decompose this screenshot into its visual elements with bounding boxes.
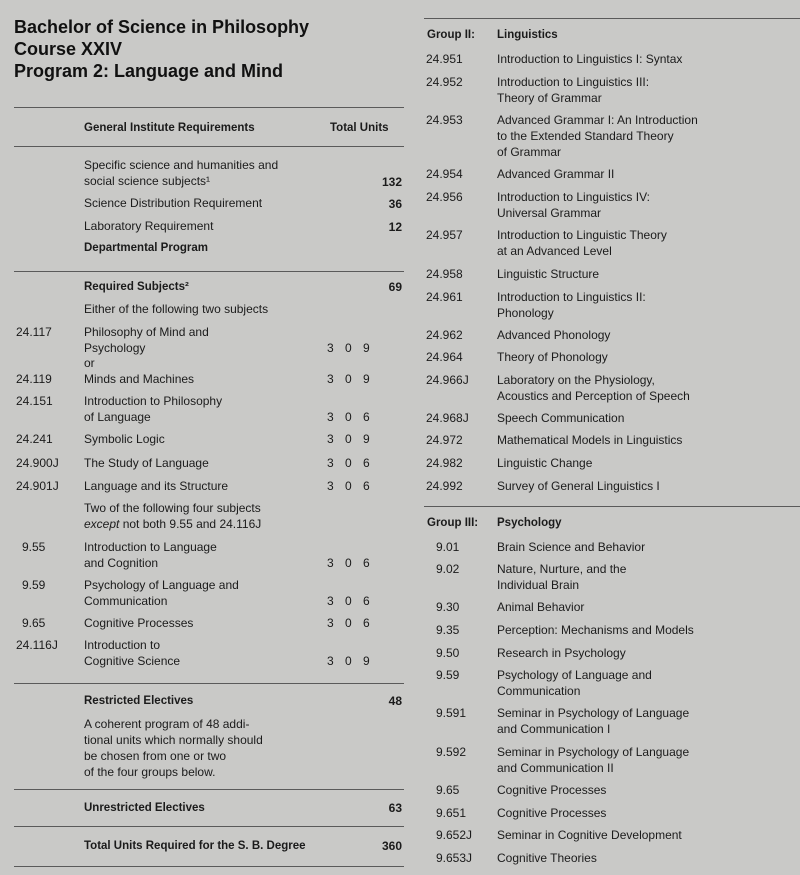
except-rest: not both 9.55 and 24.116J [119,517,262,531]
course-name: Universal Grammar [497,206,602,220]
restricted-text-line: A coherent program of 48 addi- [84,717,250,731]
course-name: Brain Science and Behavior [497,540,646,554]
subject-units: 3 0 6 [327,410,374,424]
course-name: Nature, Nurture, and the [497,562,627,576]
rule-before-total [14,826,404,827]
title-line-2: Course XXIV [14,39,123,59]
course-name: Laboratory on the Physiology, [497,373,655,387]
course-name: Introduction to Linguistic Theory [497,228,667,242]
subject-code: 24.900J [16,456,59,470]
subject-name: and Cognition [84,556,159,570]
subject-name: Cognitive Science [84,654,181,668]
course-code: 9.591 [436,706,467,720]
subject-units: 3 0 9 [327,341,374,355]
course-name: Mathematical Models in Linguistics [497,433,683,447]
subject-name: Psychology of Language and [84,578,239,592]
gir-total: 36 [388,197,402,211]
course-name: at an Advanced Level [497,244,612,258]
subject-name: Language and its Structure [84,479,229,493]
course-code: 24.951 [426,52,463,66]
subject-name: of Language [84,410,151,424]
title-line-3: Program 2: Language and Mind [14,61,284,81]
course-name: to the Extended Standard Theory [497,129,674,143]
subject-code: 24.901J [16,479,59,493]
subject-name: Philosophy of Mind and [84,325,209,339]
course-name: of Grammar [497,145,562,159]
subject-units: 3 0 9 [327,372,374,386]
group-ii-label: Group II: [427,29,475,41]
course-code: 9.651 [436,806,467,820]
course-name: Advanced Grammar II [497,167,615,181]
course-code: 9.653J [436,851,473,865]
rule-under-header [14,146,404,147]
subject-name: Introduction to Language [84,540,217,554]
restricted-electives-heading: Restricted Electives [84,695,194,707]
subject-code: 24.119 [16,372,52,386]
subject-name: Minds and Machines [84,372,195,386]
course-name: Speech Communication [497,411,625,425]
or-connector: or [84,356,95,370]
course-name: Introduction to Linguistics III: [497,75,650,89]
course-name: Communication [497,684,581,698]
course-code: 24.982 [426,456,463,470]
course-name: Psychology of Language and [497,668,652,682]
except-emphasis: except [84,517,120,531]
general-requirements-header: General Institute Requirements [84,122,255,134]
subject-name: Communication [84,594,168,608]
unrestricted-electives-heading: Unrestricted Electives [84,802,205,814]
course-name: Introduction to Linguistics II: [497,290,646,304]
course-code: 24.956 [426,190,463,204]
subject-units: 3 0 6 [327,456,374,470]
subject-code: 24.241 [16,432,53,446]
total-units-label: Total Units Required for the S. B. Degree [84,840,306,852]
course-name: Cognitive Theories [497,851,597,865]
course-name: Survey of General Linguistics I [497,479,660,493]
course-name: Theory of Phonology [497,350,608,364]
subject-code: 9.55 [22,540,46,554]
course-name: Seminar in Cognitive Development [497,828,682,842]
course-name: Linguistic Change [497,456,593,470]
course-name: Perception: Mechanisms and Models [497,623,694,637]
subject-code: 24.117 [16,325,52,339]
page-title [14,16,309,82]
course-code: 24.968J [426,411,469,425]
course-code: 24.992 [426,479,463,493]
course-name: Seminar in Psychology of Language [497,706,690,720]
gir-name: Laboratory Requirement [84,219,214,233]
course-name: Theory of Grammar [497,91,602,105]
subject-name: Introduction to Philosophy [84,394,223,408]
course-name: Individual Brain [497,578,580,592]
required-total: 69 [388,280,402,294]
course-name: Advanced Grammar I: An Introduction [497,113,698,127]
course-code: 24.958 [426,267,463,281]
subject-units: 3 0 9 [327,432,374,446]
course-code: 9.59 [436,668,460,682]
course-code: 24.954 [426,167,463,181]
subject-code: 24.116J [16,638,58,652]
restricted-text-line: tional units which normally should [84,733,263,747]
course-code: 24.962 [426,328,463,342]
course-code: 24.957 [426,228,463,242]
course-code: 9.30 [436,600,460,614]
course-code: 24.952 [426,75,463,89]
course-code: 24.972 [426,433,463,447]
course-code: 24.953 [426,113,463,127]
subject-name: Introduction to [84,638,161,652]
subject-name: Symbolic Logic [84,432,165,446]
departmental-program-heading: Departmental Program [84,242,208,254]
course-code: 9.65 [436,783,460,797]
course-code: 9.35 [436,623,460,637]
title-line-1: Bachelor of Science in Philosophy [14,17,310,37]
restricted-text-line: of the four groups below. [84,765,216,779]
rule-left-top [14,107,404,108]
course-name: Cognitive Processes [497,783,607,797]
unrestricted-total: 63 [388,801,402,815]
gir-name: social science subjects¹ [84,174,211,188]
course-name: Animal Behavior [497,600,585,614]
course-name: Phonology [497,306,554,320]
course-name: Advanced Phonology [497,328,611,342]
gir-total: 12 [388,220,402,234]
group-ii-name: Linguistics [497,29,558,41]
course-name: Research in Psychology [497,646,626,660]
subject-code: 24.151 [16,394,53,408]
subject-code: 9.65 [22,616,46,630]
course-code: 24.966J [426,373,469,387]
restricted-text-line: be chosen from one or two [84,749,227,763]
total-units-header: Total Units [330,122,389,134]
subject-units: 3 0 6 [327,479,374,493]
course-code: 9.652J [436,828,473,842]
subject-units: 3 0 6 [327,616,374,630]
course-code: 9.01 [436,540,460,554]
group-iii-name: Psychology [497,517,562,529]
subject-units: 3 0 6 [327,594,374,608]
course-name: and Communication II [497,761,614,775]
rule-before-group-iii [424,506,800,507]
subject-name: The Study of Language [84,456,209,470]
subject-name: Psychology [84,341,146,355]
subject-units: 3 0 9 [327,654,374,668]
gir-name: Science Distribution Requirement [84,196,263,210]
course-name: Acoustics and Perception of Speech [497,389,690,403]
subject-code: 9.59 [22,578,46,592]
course-name: Seminar in Psychology of Language [497,745,690,759]
gir-total: 132 [381,175,402,189]
rule-before-required [14,271,404,272]
rule-before-restricted [14,683,404,684]
course-name: Linguistic Structure [497,267,600,281]
subject-name: Cognitive Processes [84,616,194,630]
rule-left-bottom [14,866,404,867]
two-of-four-note-2 [84,517,261,533]
either-note: Either of the following two subjects [84,302,269,316]
course-code: 9.50 [436,646,460,660]
rule-before-unrestricted [14,789,404,790]
subject-units: 3 0 6 [327,556,374,570]
two-of-four-note: Two of the following four subjects [84,501,261,515]
course-code: 24.964 [426,350,463,364]
total-units-value: 360 [381,839,402,853]
course-code: 24.961 [426,290,463,304]
gir-name: Specific science and humanities and [84,158,279,172]
course-name: and Communication I [497,722,611,736]
course-code: 9.02 [436,562,460,576]
course-name: Introduction to Linguistics I: Syntax [497,52,683,66]
course-name: Introduction to Linguistics IV: [497,190,650,204]
course-code: 9.592 [436,745,467,759]
required-subjects-heading: Required Subjects² [84,281,189,293]
rule-right-top [424,18,800,19]
restricted-total: 48 [388,694,402,708]
course-name: Cognitive Processes [497,806,607,820]
group-iii-label: Group III: [427,517,479,529]
